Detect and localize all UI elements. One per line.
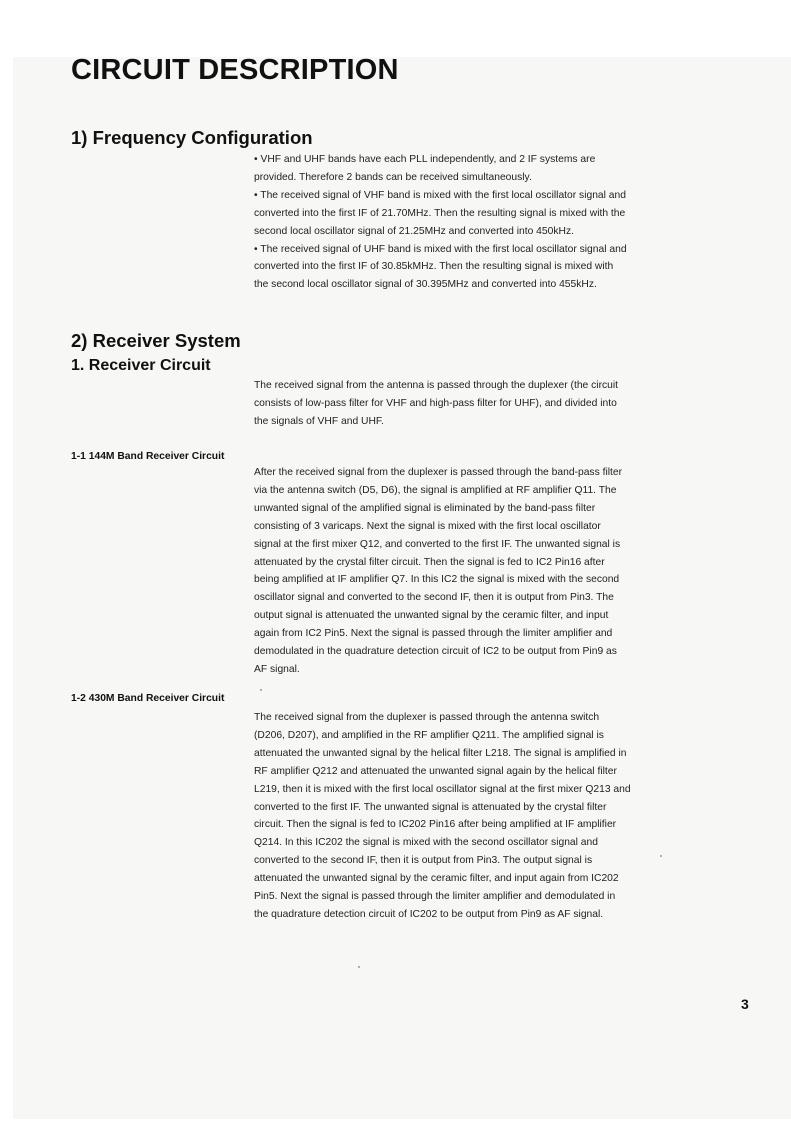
- text-line: RF amplifier Q212 and attenuated the unwanted signal again by the helical filter: [254, 765, 617, 777]
- frequency-configuration-text: [254, 151, 684, 294]
- text-line: circuit. Then the signal is fed to IC202 Pin16 after being amplified at IF amplifier: [254, 819, 617, 831]
- receiver-intro-text: [254, 377, 684, 431]
- text-line: attenuated by the crystal filter circuit. Then the signal is fed to IC2 Pin16 after: [254, 556, 605, 568]
- text-line: second local oscillator signal of 21.25MHz and converted into 450kHz.: [254, 225, 574, 237]
- text-line: the signals of VHF and UHF.: [254, 415, 384, 427]
- text-line: the quadrature detection circuit of IC202 to be output from Pin9 as AF signal.: [254, 908, 604, 920]
- text-line: AF signal.: [254, 663, 300, 675]
- text-line: converted to the second IF, then it is output from Pin3. The output signal is: [254, 855, 593, 867]
- text-line: oscillator signal and converted to the second IF, then it is output from Pin3. The: [254, 592, 614, 604]
- text-line: the second local oscillator signal of 30.395MHz and converted into 455kHz.: [254, 279, 597, 291]
- text-line: signal at the first mixer Q12, and converted to the first IF. The unwanted signal is: [254, 538, 621, 550]
- band430-heading: 1-2 430M Band Receiver Circuit: [71, 693, 225, 704]
- text-line: Pin5. Next the signal is passed through the limiter amplifier and demodulated in: [254, 891, 616, 903]
- text-line: • The received signal of UHF band is mixed with the first local oscillator signal and: [254, 243, 627, 255]
- text-line: attenuated the unwanted signal by the helical filter L218. The signal is amplified in: [254, 747, 627, 759]
- text-line: After the received signal from the duplexer is passed through the band-pass filter: [254, 467, 623, 478]
- text-line: consisting of 3 varicaps. Next the signal is mixed with the first local oscillator: [254, 520, 601, 532]
- scan-speck: [358, 966, 360, 968]
- text-line: unwanted signal of the amplified signal is eliminated by the band-pass filter: [254, 502, 596, 514]
- text-line: L219, then it is mixed with the first local oscillator signal at the first mixer Q213 and: [254, 783, 631, 795]
- text-line: provided. Therefore 2 bands can be received simultaneously.: [254, 171, 532, 183]
- band144-heading: 1-1 144M Band Receiver Circuit: [71, 451, 225, 462]
- text-line: being amplified at IF amplifier Q7. In this IC2 the signal is mixed with the second: [254, 574, 620, 586]
- text-line: attenuated the unwanted signal by the ceramic filter, and input again from IC202: [254, 873, 619, 885]
- text-line: • VHF and UHF bands have each PLL independently, and 2 IF systems are: [254, 154, 596, 165]
- text-line: (D206, D207), and amplified in the RF amplifier Q211. The amplified signal is: [254, 729, 604, 741]
- text-line: consists of low-pass filter for VHF and high-pass filter for UHF), and divided into: [254, 397, 617, 409]
- receiver-system-heading: 2) Receiver System: [71, 330, 241, 351]
- text-line: converted into the first IF of 30.85kMHz. Then the resulting signal is mixed with: [254, 261, 614, 273]
- frequency-configuration-heading: 1) Frequency Configuration: [71, 127, 313, 148]
- text-line: again from IC2 Pin5. Next the signal is passed through the limiter amplifier and: [254, 628, 613, 640]
- page-number: 3: [741, 996, 749, 1012]
- band430-text: [254, 709, 684, 924]
- text-line: demodulated in the quadrature detection circuit of IC2 to be output from Pin9 as: [254, 646, 617, 658]
- text-line: converted into the first IF of 21.70MHz. Then the resulting signal is mixed with the: [254, 207, 626, 219]
- text-line: via the antenna switch (D5, D6), the signal is amplified at RF amplifier Q11. The: [254, 484, 617, 496]
- text-line: output signal is attenuated the unwanted signal by the ceramic filter, and input: [254, 610, 609, 622]
- scan-speck: [260, 689, 262, 691]
- receiver-circuit-heading: 1. Receiver Circuit: [71, 357, 211, 374]
- text-line: The received signal from the antenna is passed through the duplexer (the circuit: [254, 380, 619, 391]
- scan-speck: [660, 855, 662, 857]
- text-line: Q214. In this IC202 the signal is mixed with the second oscillator signal and: [254, 837, 598, 849]
- text-line: The received signal from the duplexer is passed through the antenna switch: [254, 712, 600, 723]
- band144-text: [254, 464, 684, 679]
- text-line: • The received signal of VHF band is mixed with the first local oscillator signal and: [254, 189, 626, 201]
- text-line: converted to the first IF. The unwanted signal is attenuated by the crystal filter: [254, 801, 607, 813]
- page-title: CIRCUIT DESCRIPTION: [71, 54, 399, 86]
